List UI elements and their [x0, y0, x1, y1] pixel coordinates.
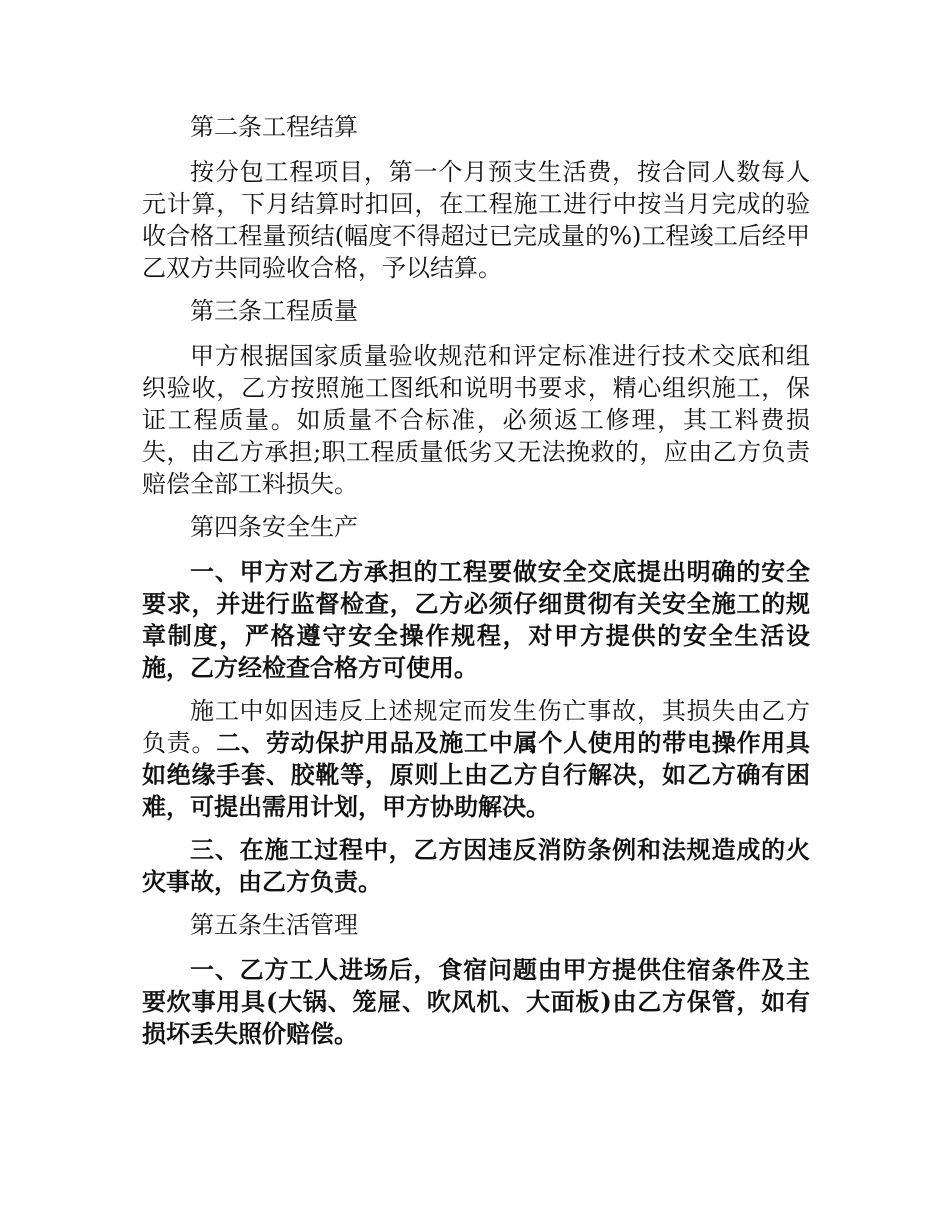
section-4-paragraph-2-bold: 二、劳动保护用品及施工中属个人使用的带电操作用具如绝缘手套、胶靴等，原则上由乙方自行解决，如乙方确有困难，可提出需用计划，甲方协助解决。 — [142, 728, 811, 821]
section-heading-3: 第三条工程质量 — [190, 297, 358, 325]
section-5-paragraph-1: 一、乙方工人进场后，食宿问题由甲方提供住宿条件及主要炊事用具(大锅、笼屉、吹风机、大面板)由乙方保管，如有损坏丢失照价赔偿。 — [142, 955, 810, 1048]
section-4-paragraph-2-normal: 施工中如因违反上述规定而发生伤亡事故，其损失由乙方负责。 — [142, 697, 810, 757]
section-2-paragraph-1: 按分包工程项目，第一个月预支生活费，按合同人数每人元计算，下月结算时扣回，在工程施工进行中按当月完成的验收合格工程量预结(幅度不得超过已完成量的%)工程竣工后经甲乙双方共同验收合格，予以结算。 — [142, 158, 810, 282]
section-heading-4: 第四条安全生产 — [190, 513, 358, 541]
section-heading-5: 第五条生活管理 — [190, 911, 358, 939]
section-4-paragraph-3: 三、在施工过程中，乙方因违反消防条例和法规造成的火灾事故，由乙方负责。 — [142, 835, 810, 896]
section-3-paragraph-1: 甲方根据国家质量验收规范和评定标准进行技术交底和组织验收，乙方按照施工图纸和说明书要求，精心组织施工，保证工程质量。如质量不合标准，必须返工修理，其工料费损失，由乙方承担;职工程质量低劣又无法挽救的，应由乙方负责赔偿全部工料损失。 — [142, 342, 810, 498]
section-4-paragraph-1: 一、甲方对乙方承担的工程要做安全交底提出明确的安全要求，并进行监督检查，乙方必须仔细贯彻有关安全施工的规章制度，严格遵守安全操作规程，对甲方提供的安全生活设施，乙方经检查合格方可使用。 — [142, 557, 810, 682]
section-4-paragraph-2 — [142, 695, 810, 823]
document-body — [142, 111, 810, 1061]
section-heading-2: 第二条工程结算 — [190, 113, 358, 141]
